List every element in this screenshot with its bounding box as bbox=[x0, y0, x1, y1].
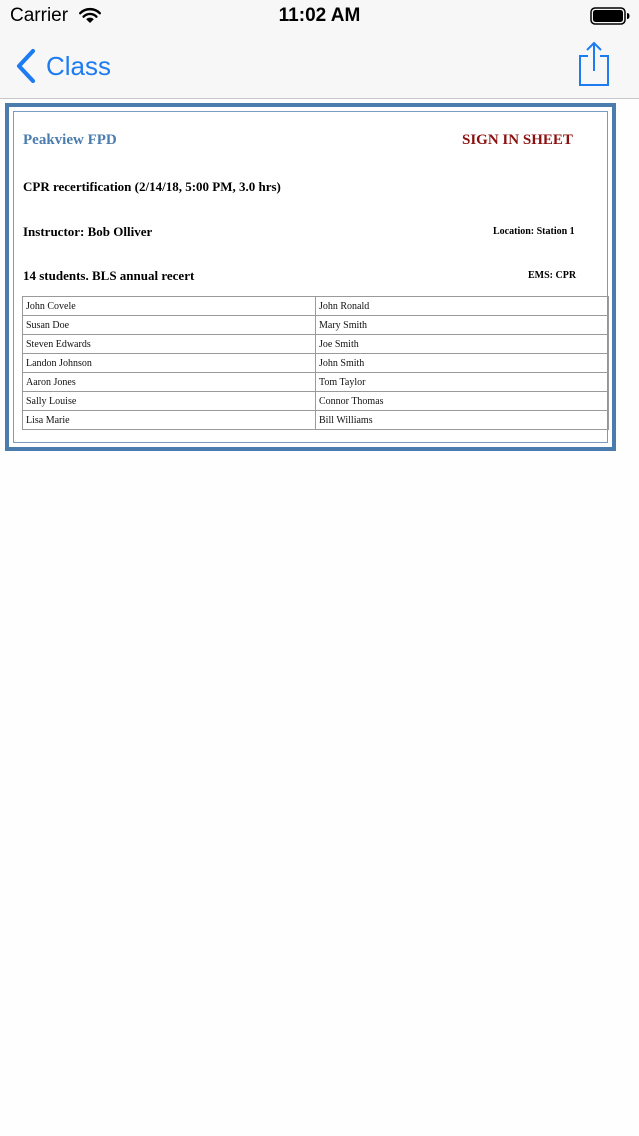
roster-name-cell: Sally Louise bbox=[23, 392, 316, 411]
category-label: EMS: CPR bbox=[528, 270, 577, 281]
table-row bbox=[23, 354, 609, 373]
battery-icon bbox=[590, 7, 630, 25]
roster-name-cell: Landon Johnson bbox=[23, 354, 316, 373]
roster-name-cell: John Smith bbox=[316, 354, 609, 373]
sheet-inner-border bbox=[13, 111, 608, 443]
roster-name-cell: Mary Smith bbox=[316, 316, 609, 335]
table-row bbox=[23, 411, 609, 430]
roster-name-cell: Aaron Jones bbox=[23, 373, 316, 392]
students-summary: 14 students. BLS annual recert bbox=[23, 268, 195, 283]
table-row bbox=[23, 392, 609, 411]
table-row bbox=[23, 335, 609, 354]
sheet-title: SIGN IN SHEET bbox=[462, 132, 573, 148]
roster-name-cell: Susan Doe bbox=[23, 316, 316, 335]
share-icon[interactable] bbox=[576, 41, 612, 87]
roster-name-cell: Joe Smith bbox=[316, 335, 609, 354]
roster-name-cell: Tom Taylor bbox=[316, 373, 609, 392]
table-row bbox=[23, 316, 609, 335]
department-name: Peakview FPD bbox=[23, 132, 117, 148]
class-info: CPR recertification (2/14/18, 5:00 PM, 3.0 hrs) bbox=[23, 179, 281, 194]
table-row bbox=[23, 373, 609, 392]
roster-name-cell: John Ronald bbox=[316, 297, 609, 316]
navigation-bar bbox=[0, 33, 639, 99]
roster-name-cell: Steven Edwards bbox=[23, 335, 316, 354]
instructor-label: Instructor: Bob Olliver bbox=[23, 224, 153, 239]
back-button[interactable] bbox=[14, 47, 111, 85]
roster-name-cell: Connor Thomas bbox=[316, 392, 609, 411]
roster-name-cell: Lisa Marie bbox=[23, 411, 316, 430]
sign-in-sheet bbox=[5, 103, 616, 451]
location-label: Location: Station 1 bbox=[493, 226, 575, 237]
chevron-left-icon bbox=[14, 48, 38, 84]
table-row bbox=[23, 297, 609, 316]
status-bar bbox=[0, 0, 639, 33]
roster-table bbox=[22, 296, 609, 430]
clock: 11:02 AM bbox=[278, 5, 361, 26]
carrier-label: Carrier bbox=[10, 5, 69, 26]
back-label: Class bbox=[46, 50, 112, 81]
roster-name-cell: John Covele bbox=[23, 297, 316, 316]
roster-name-cell: Bill Williams bbox=[316, 411, 609, 430]
